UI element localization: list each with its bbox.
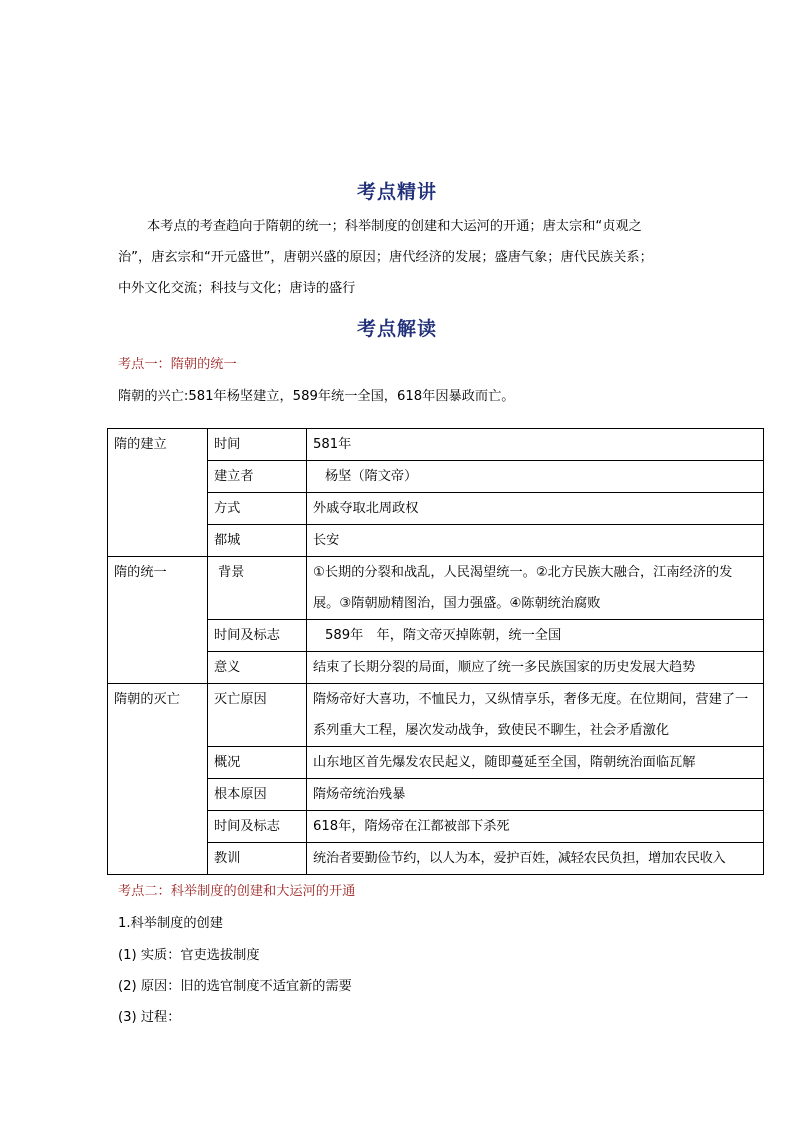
label-cell: 建立者 (208, 461, 307, 493)
label-cell: 意义 (208, 652, 307, 684)
value-cell: 山东地区首先爆发农民起义，随即蔓延至全国，隋朝统治面临瓦解 (307, 747, 764, 779)
value-cell: 统治者要勤俭节约，以人为本，爱护百姓，减轻农民负担，增加农民收入 (307, 843, 764, 875)
label-cell: 根本原因 (208, 779, 307, 811)
label-cell: 概况 (208, 747, 307, 779)
item1-sub2: (2) 原因：旧的选官制度不适宜新的需要 (118, 979, 352, 994)
intro-paragraph (118, 211, 688, 304)
value-cell: 隋炀帝统治残暴 (307, 779, 764, 811)
value-cell: 长安 (307, 525, 764, 557)
point2-title: 考点二：科举制度的创建和大运河的开通 (118, 884, 356, 899)
label-cell: 都城 (208, 525, 307, 557)
category-cell: 隋的建立 (108, 429, 208, 557)
label-cell: 时间及标志 (208, 620, 307, 652)
table-row (108, 684, 764, 747)
sui-dynasty-table (107, 428, 764, 875)
label-cell: 教训 (208, 843, 307, 875)
heading-exam-analysis: 考点解读 (356, 318, 437, 340)
value-cell: 隋炀帝好大喜功，不恤民力，又纵情享乐，奢侈无度。在位期间，营建了一系列重大工程，屡次发动战争，致使民不聊生，社会矛盾激化 (307, 684, 764, 747)
label-cell: 时间 (208, 429, 307, 461)
value-cell: ①长期的分裂和战乱，人民渴望统一。②北方民族大融合，江南经济的发展。③隋朝励精图治，国力强盛。④陈朝统治腐败 (307, 557, 764, 620)
category-cell: 隋的统一 (108, 557, 208, 684)
label-cell: 背景 (208, 557, 307, 620)
label-cell: 时间及标志 (208, 811, 307, 843)
intro-line-3: 中外文化交流；科技与文化；唐诗的盛行 (118, 281, 356, 296)
value-cell: 589年 年，隋文帝灭掉陈朝，统一全国 (307, 620, 764, 652)
category-cell: 隋朝的灭亡 (108, 684, 208, 875)
intro-line-2: 治”，唐玄宗和“开元盛世”，唐朝兴盛的原因；唐代经济的发展；盛唐气象；唐代民族关系； (118, 250, 653, 265)
label-cell: 方式 (208, 493, 307, 525)
value-cell: 结束了长期分裂的局面，顺应了统一多民族国家的历史发展大趋势 (307, 652, 764, 684)
label-cell: 灭亡原因 (208, 684, 307, 747)
item1-heading: 1.科举制度的创建 (118, 916, 223, 931)
table-row (108, 557, 764, 620)
value-cell: 杨坚（隋文帝） (307, 461, 764, 493)
value-cell: 外戚夺取北周政权 (307, 493, 764, 525)
value-cell: 618年，隋炀帝在江都被部下杀死 (307, 811, 764, 843)
point1-summary: 隋朝的兴亡:581年杨坚建立，589年统一全国，618年因暴政而亡。 (118, 389, 515, 404)
point1-title: 考点一：隋朝的统一 (118, 357, 237, 372)
value-cell: 581年 (307, 429, 764, 461)
intro-line-1: 本考点的考查趋向于隋朝的统一；科举制度的创建和大运河的开通；唐太宗和“贞观之 (147, 219, 642, 234)
item1-sub3: (3) 过程： (118, 1010, 181, 1025)
table-row (108, 429, 764, 461)
item1-sub1: (1) 实质：官吏选拔制度 (118, 948, 260, 963)
heading-exam-points: 考点精讲 (356, 181, 437, 203)
